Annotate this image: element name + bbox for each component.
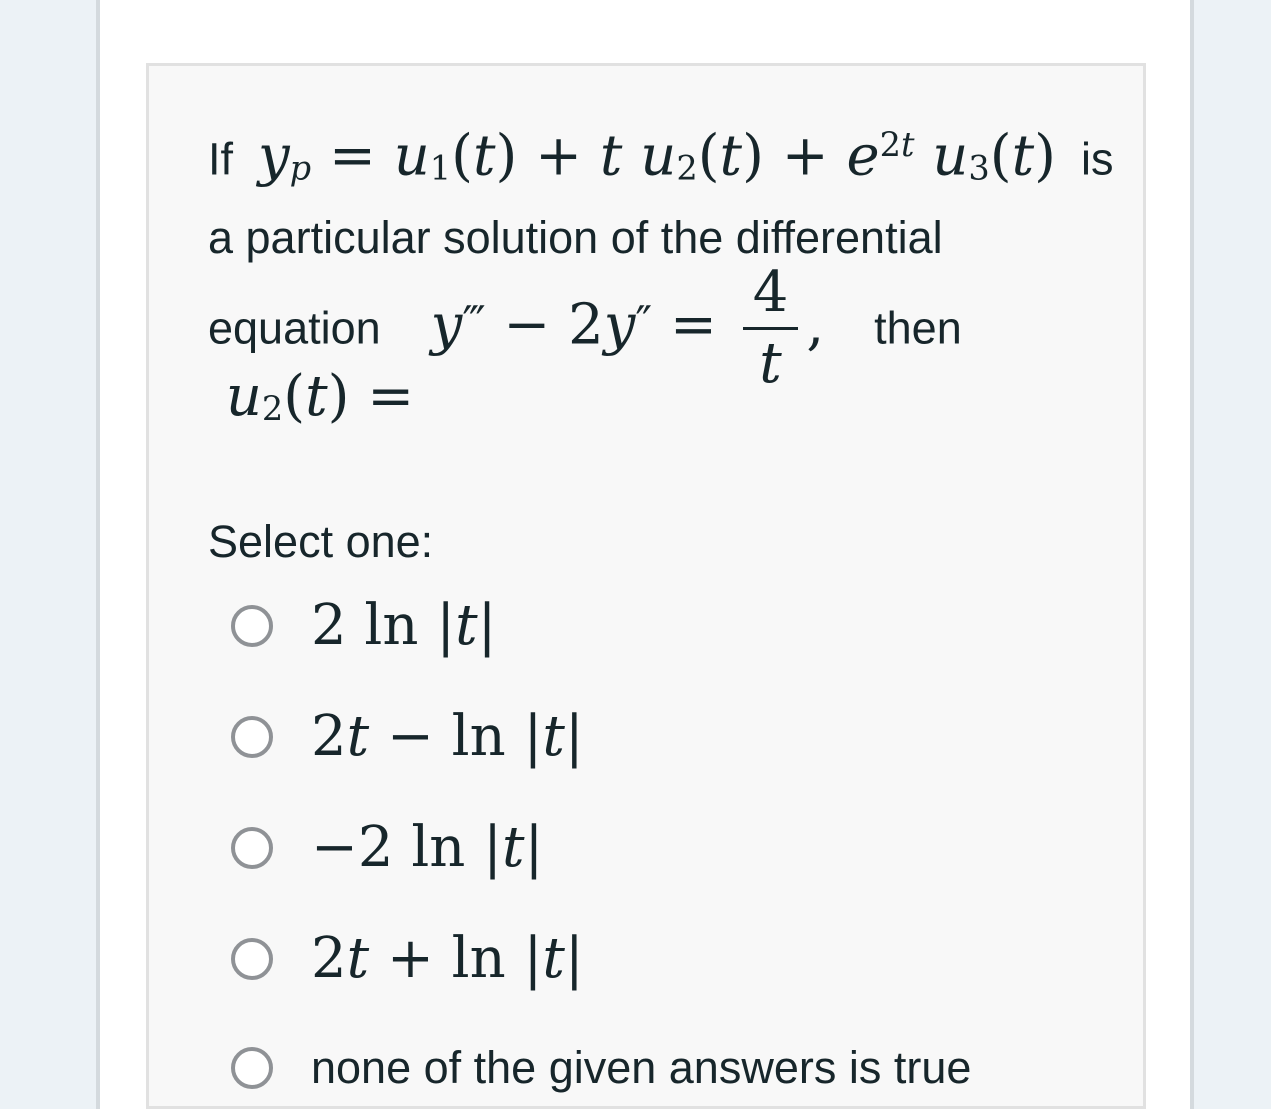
answer-option[interactable] — [231, 704, 1103, 769]
question-text-line-2: a particular solution of the differential — [208, 211, 943, 263]
radio-button[interactable] — [231, 1047, 273, 1089]
question-text-line-4: u2(t) = — [225, 364, 415, 430]
answer-option[interactable] — [231, 1037, 1103, 1099]
answer-options — [208, 593, 1103, 1099]
answer-option[interactable] — [231, 593, 1103, 658]
radio-button[interactable] — [231, 605, 273, 647]
answer-option-label: 2 ln |t| — [311, 593, 497, 659]
radio-button[interactable] — [231, 827, 273, 869]
left-rail — [0, 0, 100, 1109]
answer-option-label: 2t + ln |t| — [311, 926, 584, 992]
answer-option[interactable] — [231, 926, 1103, 991]
answer-option-label: none of the given answers is true — [311, 1042, 972, 1094]
answer-option-label: −2 ln |t| — [311, 815, 544, 881]
question-card-content — [149, 66, 1143, 1099]
radio-button[interactable] — [231, 716, 273, 758]
question-text-line-3: equation y‴ − 2y″ = $\frac{4}{t}$ , then — [208, 259, 962, 396]
question-text-line-1: If yp = u1(t) + t $u2(t) + e^{2t}$ u3(t) is — [208, 123, 1114, 189]
select-one-label: Select one: — [208, 516, 434, 568]
question-text — [208, 106, 1114, 445]
fraction: $\frac{4}{t}$ — [743, 268, 799, 390]
radio-button[interactable] — [231, 938, 273, 980]
answer-option[interactable] — [231, 815, 1103, 880]
answer-option-label: 2t − ln |t| — [311, 704, 584, 770]
question-card — [146, 63, 1146, 1109]
right-rail — [1190, 0, 1271, 1109]
